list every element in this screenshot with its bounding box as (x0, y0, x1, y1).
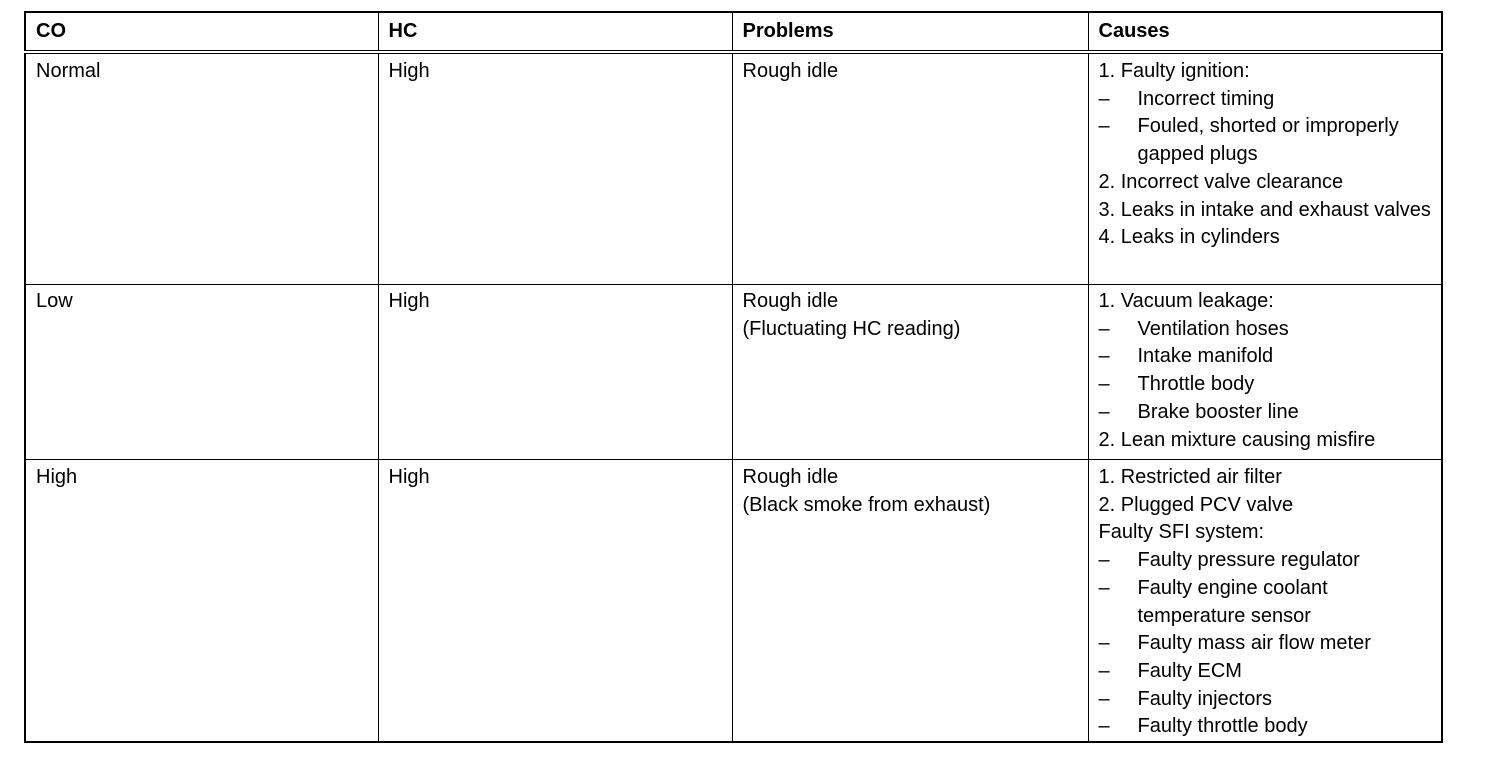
dash-bullet: – (1098, 317, 1110, 340)
cause-subitem (1099, 343, 1432, 371)
table-row (25, 285, 1442, 460)
header-co: CO (25, 12, 378, 52)
cause-item: 1. Restricted air filter (1098, 466, 1282, 488)
table-row (25, 460, 1442, 743)
cause-subitem-text: Throttle body (1137, 373, 1255, 396)
dash-bullet: – (1098, 659, 1110, 682)
cause-item: 4. Leaks in cylinders (1098, 226, 1280, 249)
dash-bullet: – (1098, 715, 1110, 738)
problem-line: (Fluctuating HC reading) (742, 317, 961, 340)
dash-bullet: – (1098, 687, 1110, 710)
cause-subitem-text: Faulty throttle body (1137, 715, 1308, 738)
header-hc: HC (378, 12, 732, 52)
cause-item: 2. Lean mixture causing misfire (1098, 428, 1376, 451)
cell-co: Normal (25, 52, 378, 285)
table-row (25, 52, 1442, 285)
cell-co: High (25, 460, 378, 743)
cause-subitem-text: Ventilation hoses (1137, 317, 1289, 340)
cause-item: 3. Leaks in intake and exhaust valves (1098, 198, 1431, 221)
cause-subitem-text: Faulty engine coolant temperature sensor (1137, 576, 1328, 627)
cell-problems (732, 52, 1088, 285)
cause-subitem-text: Intake manifold (1137, 345, 1274, 368)
dash-bullet: – (1098, 345, 1110, 368)
cause-item: Faulty SFI system: (1098, 521, 1265, 544)
cause-subitem (1099, 575, 1432, 630)
problem-line: Rough idle (742, 466, 839, 488)
cause-item: 1. Vacuum leakage: (1098, 290, 1274, 312)
cause-subitem (1099, 86, 1432, 114)
dash-bullet: – (1098, 549, 1110, 572)
cause-subitem-text: Faulty pressure regulator (1137, 549, 1360, 572)
header-problems: Problems (732, 12, 1088, 52)
dash-bullet: – (1098, 632, 1110, 655)
header-row (25, 12, 1442, 52)
header-causes: Causes (1088, 12, 1442, 52)
dash-bullet: – (1098, 373, 1110, 396)
cause-item: 2. Incorrect valve clearance (1098, 170, 1344, 193)
cause-subitem (1099, 316, 1432, 344)
dash-bullet: – (1098, 87, 1110, 110)
cause-subitem (1099, 630, 1432, 658)
cell-hc: High (378, 52, 732, 285)
cause-subitem (1099, 658, 1432, 686)
cell-causes (1088, 285, 1442, 460)
cell-causes (1088, 52, 1442, 285)
cell-co: Low (25, 285, 378, 460)
cause-subitem (1099, 713, 1432, 741)
cell-problems (732, 285, 1088, 460)
diagnosis-table (24, 11, 1443, 743)
cell-causes (1088, 460, 1442, 743)
cause-subitem (1099, 113, 1432, 168)
cause-item: 1. Faulty ignition: (1098, 60, 1250, 82)
dash-bullet: – (1098, 576, 1110, 599)
dash-bullet: – (1098, 115, 1110, 138)
cause-subitem-text: Faulty mass air flow meter (1137, 632, 1371, 655)
dash-bullet: – (1098, 400, 1110, 423)
cell-problems (732, 460, 1088, 743)
cause-subitem-text: Incorrect timing (1137, 87, 1275, 110)
cause-subitem (1099, 547, 1432, 575)
cell-hc: High (378, 460, 732, 743)
problem-line: (Black smoke from exhaust) (742, 493, 991, 516)
cause-item: 2. Plugged PCV valve (1098, 493, 1294, 516)
cause-subitem-text: Faulty injectors (1137, 687, 1272, 710)
problem-line: Rough idle (742, 290, 839, 312)
cell-hc: High (378, 285, 732, 460)
cause-subitem (1099, 371, 1432, 399)
cause-subitem-text: Brake booster line (1137, 400, 1299, 423)
cause-subitem-text: Fouled, shorted or improperly gapped plugs (1137, 115, 1399, 166)
cause-subitem-text: Faulty ECM (1137, 659, 1242, 682)
cause-subitem (1099, 686, 1432, 714)
cause-subitem (1099, 399, 1432, 427)
problem-line: Rough idle (742, 60, 839, 82)
